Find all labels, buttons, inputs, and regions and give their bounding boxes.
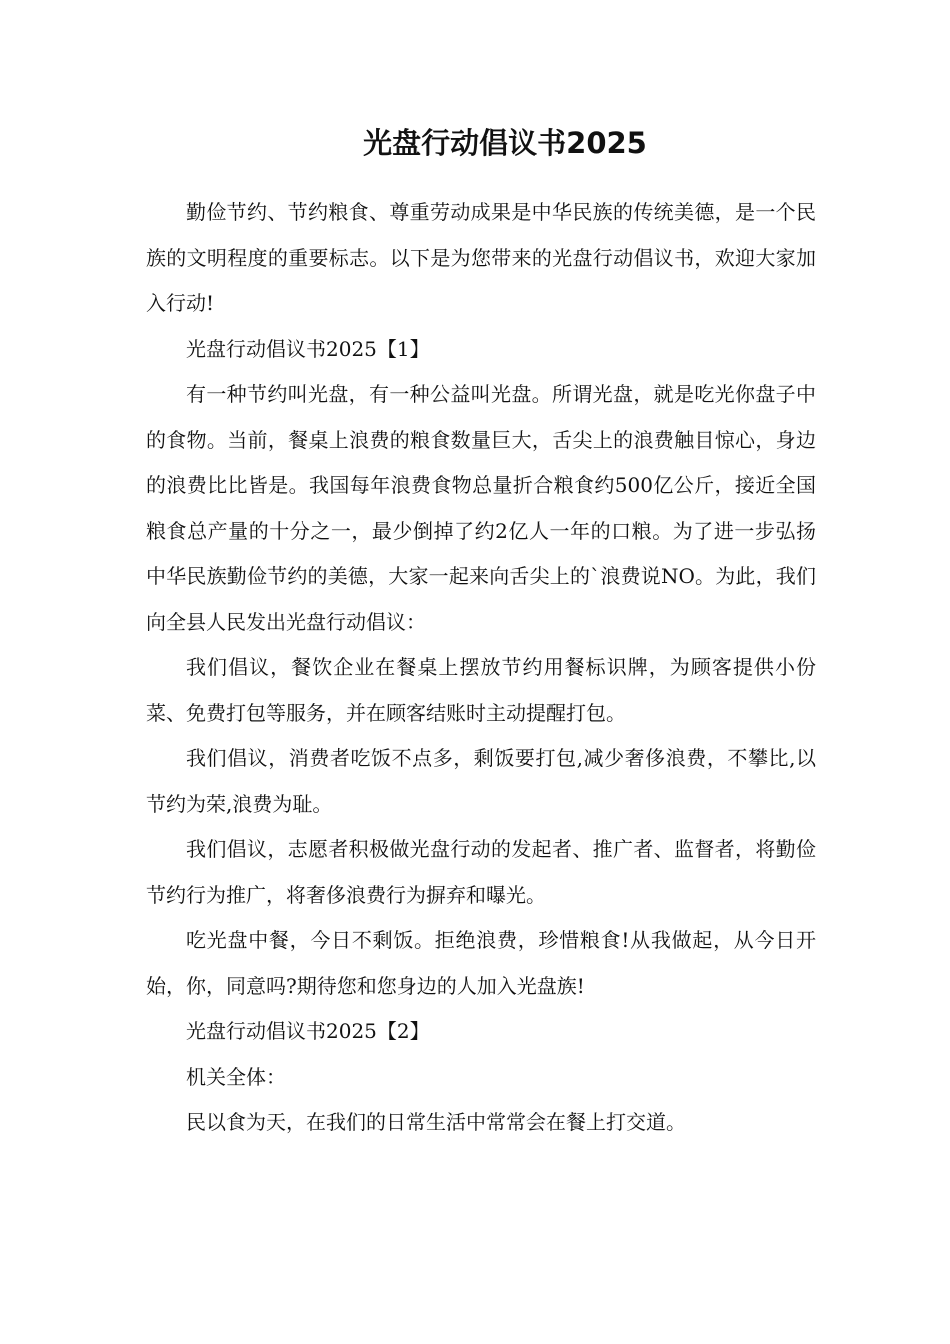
section-heading-2: 光盘行动倡议书2025【2】 [186,1019,430,1043]
body-paragraph: 我们倡议，消费者吃饭不点多，剩饭要打包,减少奢侈浪费，不攀比,以节约为荣,浪费为耻。 [146,746,816,816]
document-title: 光盘行动倡议书2025 [363,126,647,160]
body-paragraph: 有一种节约叫光盘，有一种公益叫光盘。所谓光盘，就是吃光你盘子中的食物。当前，餐桌上浪费的粮食数量巨大，舌尖上的浪费触目惊心，身边的浪费比比皆是。我国每年浪费食物总量折合粮食约500亿公斤，接近全国粮食总产量的十分之一，最少倒掉了约2亿人一年的口粮。为了进一步弘扬中华民族勤俭节约的美德，大家一起来向舌尖上的`浪费说NO。为此，我们向全县人民发出光盘行动倡议： [146,382,816,634]
intro-paragraph: 勤俭节约、节约粮食、尊重劳动成果是中华民族的传统美德，是一个民族的文明程度的重要标志。以下是为您带来的光盘行动倡议书，欢迎大家加入行动! [146,200,816,315]
section-heading-1: 光盘行动倡议书2025【1】 [186,336,430,361]
body-paragraph: 我们倡议，志愿者积极做光盘行动的发起者、推广者、监督者，将勤俭节约行为推广，将奢侈浪费行为摒弃和曝光。 [146,837,816,907]
body-paragraph: 吃光盘中餐，今日不剩饭。拒绝浪费，珍惜粮食!从我做起，从今日开始，你，同意吗?期待您和您身边的人加入光盘族! [146,928,816,998]
body-paragraph: 民以食为天，在我们的日常生活中常常会在餐上打交道。 [186,1110,686,1134]
document-body [146,190,816,1146]
salutation: 机关全体： [186,1064,286,1089]
body-paragraph: 我们倡议，餐饮企业在餐桌上摆放节约用餐标识牌，为顾客提供小份菜、免费打包等服务，并在顾客结账时主动提醒打包。 [146,655,816,725]
